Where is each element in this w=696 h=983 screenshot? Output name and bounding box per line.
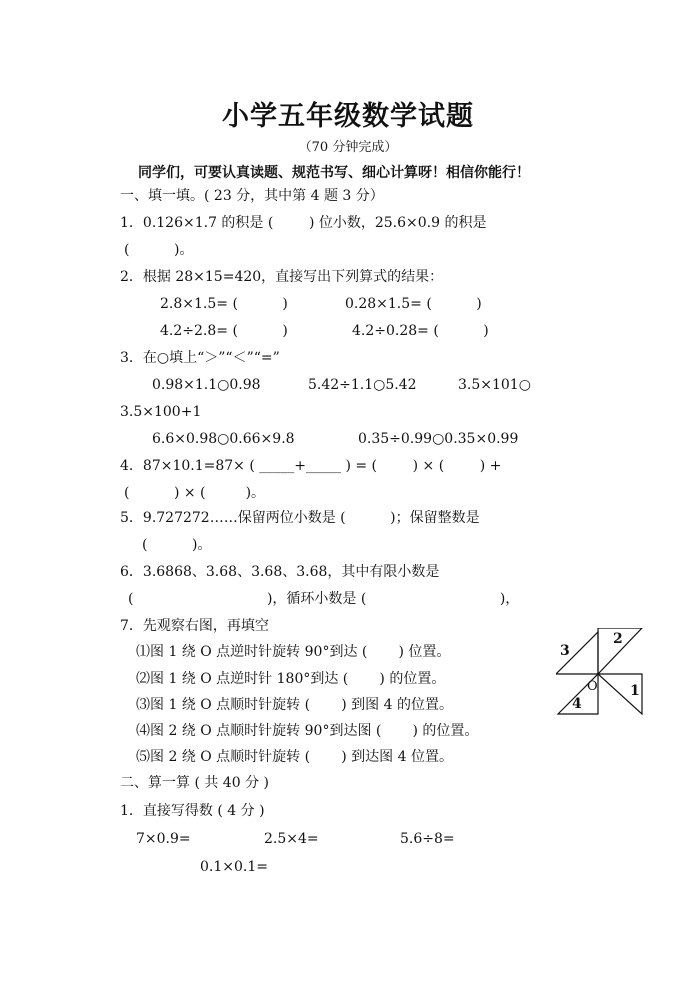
question-3-a2-text: 5.42÷1.1○5.42: [308, 377, 417, 393]
question-1-blank: ( )。: [124, 242, 194, 258]
question-7-item-5-text: ⑸图 2 绕 O 点顺时针旋转 ( ) 到达图 4 位置。: [136, 749, 453, 765]
calc-item-2-text: 2.5×4=: [264, 831, 319, 847]
question-2-item-b2: [352, 322, 489, 340]
question-3-text: 3．在○填上“＞”“＜”“=”: [120, 350, 280, 366]
pinwheel-label-1: 1: [630, 683, 640, 699]
question-7-intro: [120, 617, 269, 635]
question-5-line-2: [142, 536, 211, 554]
question-4-line-2: [124, 484, 265, 502]
question-3-a1-text: 0.98×1.1○0.98: [152, 377, 261, 393]
question-7-item-3: [136, 696, 453, 714]
question-3-a3-text: 3.5×101○: [458, 377, 531, 393]
section-one-heading-text: 一、填一填。( 23 分，其中第 4 题 3 分）: [120, 188, 384, 204]
calc-item-2: [264, 830, 319, 848]
question-7-text: 7．先观察右图，再填空: [120, 618, 269, 634]
question-4-blank: ( ) × ( )。: [124, 485, 266, 501]
question-2-b1-text: 4.2÷2.8= ( ): [160, 323, 288, 339]
question-4-line-1: [120, 457, 501, 475]
question-2-item-a2: [345, 295, 482, 313]
question-7-item-2-text: ⑵图 1 绕 O 点逆时针 180°到达 ( ) 的位置。: [136, 671, 446, 687]
question-2-text: 2．根据 28×15=420，直接写出下列算式的结果：: [120, 269, 444, 285]
question-3-item-c2: [358, 430, 518, 448]
question-2-a1-text: 2.8×1.5= ( ): [160, 296, 288, 312]
page-title: 小学五年级数学试题: [222, 101, 474, 132]
question-5-text: 5．9.727272……保留两位小数是 ( )；保留整数是: [120, 510, 480, 526]
question-2-b2-text: 4.2÷0.28= ( ): [352, 323, 489, 339]
question-7-item-4: [136, 722, 478, 740]
question-3-item-a3: [458, 376, 531, 394]
page-subtitle: （70 分钟完成）: [298, 140, 398, 155]
question-3-item-a2: [308, 376, 417, 394]
question-7-item-5: [136, 748, 453, 766]
question-7-item-4-text: ⑷图 2 绕 O 点顺时针旋转 90°到达图 ( ) 的位置。: [136, 723, 479, 739]
question-5-blank: ( )。: [142, 537, 212, 553]
question-6-blanks: ( )，循环小数是 ( )，: [128, 591, 520, 607]
question-1-text: 1．0.126×1.7 的积是 ( ) 位小数，25.6×0.9 的积是: [120, 215, 487, 231]
calc-question-1-intro: [120, 802, 265, 820]
calc-question-1-text: 1．直接写得数 ( 4 分 ): [120, 803, 265, 819]
question-3-c2-text: 0.35÷0.99○0.35×0.99: [358, 431, 519, 447]
calc-item-3-text: 5.6÷8=: [400, 831, 455, 847]
question-2-item-b1: [160, 322, 288, 340]
question-3-c1-text: 6.6×0.98○0.66×9.8: [152, 431, 295, 447]
question-1-line-1: [120, 214, 486, 232]
calc-item-4: [200, 858, 268, 876]
question-6-line-2: [128, 590, 519, 608]
pinwheel-label-4: 4: [572, 696, 582, 712]
pinwheel-center-label: O: [587, 679, 598, 694]
calc-item-3: [400, 830, 455, 848]
question-7-item-2: [136, 670, 445, 688]
question-6-line-1: [120, 563, 439, 581]
question-7-item-1: [136, 643, 450, 661]
pinwheel-figure: [556, 628, 648, 718]
question-2-intro: [120, 268, 443, 286]
encouragement-text: 同学们，可要认真读题、规范书写、细心计算呀！相信你能行！: [138, 165, 530, 181]
question-4-text: 4．87×10.1=87× ( _____+_____ ) = ( ) × ( ) +: [120, 458, 502, 474]
section-two-heading: [120, 774, 269, 792]
section-one-heading: [120, 187, 384, 205]
question-5-line-1: [120, 509, 480, 527]
question-7-item-1-text: ⑴图 1 绕 O 点逆时针旋转 90°到达 ( ) 位置。: [136, 644, 451, 660]
calc-item-1: [136, 830, 191, 848]
question-3-item-a1: [152, 376, 261, 394]
calc-item-4-text: 0.1×0.1=: [200, 859, 268, 875]
question-2-a2-text: 0.28×1.5= ( ): [345, 296, 482, 312]
pinwheel-label-3: 3: [560, 643, 570, 659]
calc-item-1-text: 7×0.9=: [136, 831, 191, 847]
question-3-item-b: [120, 403, 201, 421]
question-1-line-2: [124, 241, 193, 259]
question-7-item-3-text: ⑶图 1 绕 O 点顺时针旋转 ( ) 到图 4 的位置。: [136, 697, 453, 713]
question-6-text: 6．3.6868、3.68、3.68、3.68，其中有限小数是: [120, 564, 440, 580]
question-3-b-text: 3.5×100+1: [120, 404, 202, 420]
question-2-item-a1: [160, 295, 288, 313]
section-two-heading-text: 二、算一算 ( 共 40 分 ): [120, 775, 269, 791]
question-3-intro: [120, 349, 280, 367]
pinwheel-label-2: 2: [613, 631, 623, 647]
question-3-item-c1: [152, 430, 295, 448]
